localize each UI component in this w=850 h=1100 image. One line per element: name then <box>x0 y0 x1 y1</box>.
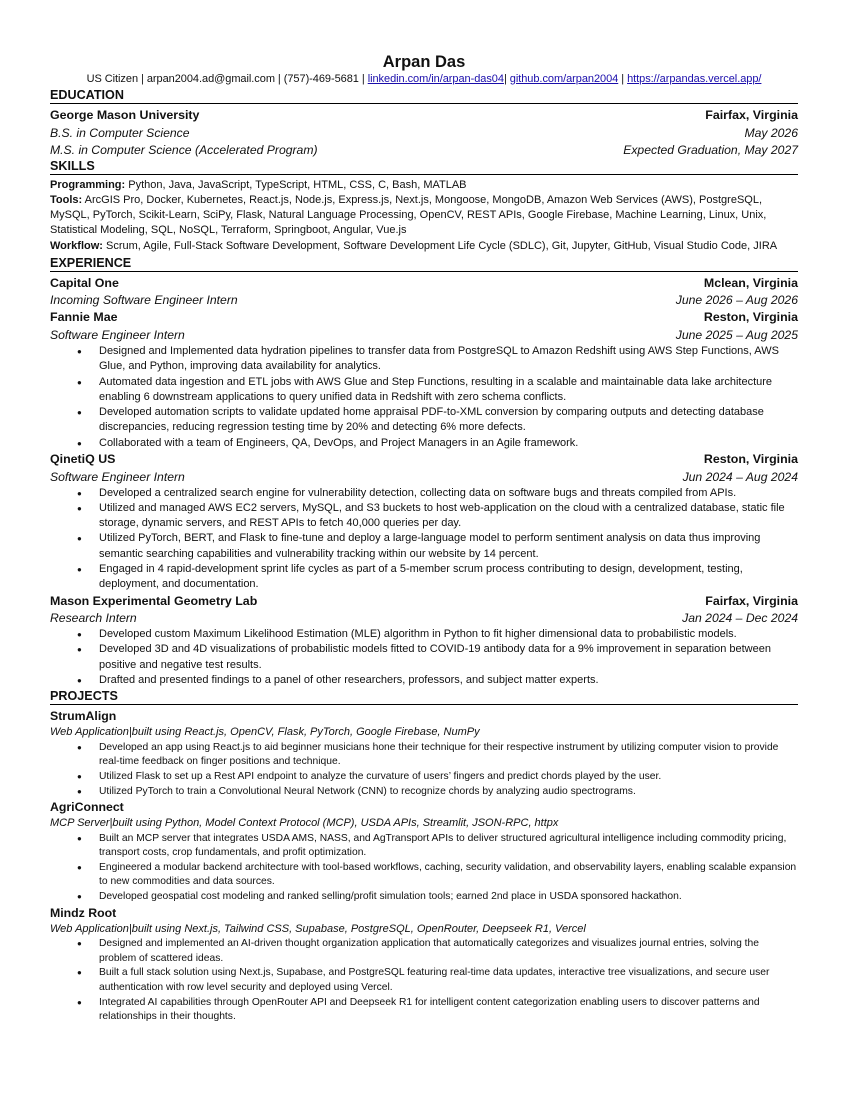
bullet-item: ● Utilized PyTorch, BERT, and Flask to fine-tune and deploy a large-language model to perform sentiment analysis on data thus improving semantic searching capabilities and vulnerability tracking within our website by 14 percent. <box>50 531 798 562</box>
degree-date: May 2026 <box>744 125 798 140</box>
project-subtitle: Web Application|built using Next.js, Tailwind CSS, Supabase, PostgreSQL, OpenRouter, Deepseek R1, Vercel <box>50 922 586 935</box>
contact-separator: | <box>503 73 510 85</box>
project-subtitle: MCP Server|built using Python, Model Context Protocol (MCP), USDA APIs, Streamlit, JSON-RPC, httpx <box>50 817 559 830</box>
job-location: Reston, Virginia <box>703 452 798 467</box>
job-date: Jan 2024 – Dec 2024 <box>682 611 798 626</box>
bullet-item: ● Engineered a modular backend architecture with tool-based workflows, caching, security validation, and observability layers, enabling scalable expansion to new commodities and data sources. <box>50 861 798 890</box>
job-company: QinetiQ US <box>50 452 116 467</box>
bullet-item: ● Utilized Flask to set up a Rest API endpoint to analyze the curvature of users’ fingers and predict chords played by the user. <box>50 770 798 785</box>
bullet-item: ● Integrated AI capabilities through OpenRouter API and Deepseek R1 for intelligent content categorization enabling users to discover patterns and relationships in their thoughts. <box>50 996 798 1025</box>
section-title-projects: PROJECTS <box>50 689 798 705</box>
project-bullets <box>50 741 798 799</box>
skills-programming <box>50 178 798 193</box>
bullet-item: ● Designed and implemented an AI-driven thought organization application that automatically categorizes and visualizes journal entries, solving the problem of scattered ideas. <box>50 937 798 966</box>
bullet-item: ● Drafted and presented findings to a panel of other researchers, professors, and subject matter experts. <box>50 673 798 688</box>
job-role-row <box>50 610 798 627</box>
skill-text: ArcGIS Pro, Docker, Kubernetes, React.js, Node.js, Express.js, Next.js, Mongoose, MongoDB, Amazon Web Services (AWS), PostgreSQL, MySQL, PyTorch, Scikit-Learn, SciPy, Flask, Natural Language Processing, OpenCV, REST APIs, Google Firebase, Machine Learning, Linux, Unix, Statistical Modeling, SQL, NoSQL, Terraform, Springboot, Angular, Vue.js <box>50 193 767 237</box>
job-company-row <box>50 275 798 293</box>
bullet-item: ● Designed and Implemented data hydration pipelines to transfer data from PostgreSQL to Amazon Redshift using AWS Step Functions, AWS Glue, and Python, improving data availability for analytics. <box>50 344 798 375</box>
bullet-item: ● Developed custom Maximum Likelihood Estimation (MLE) algorithm in Python to fit higher dimensional data to probabilistic models. <box>50 627 798 642</box>
job-date: Jun 2024 – Aug 2024 <box>682 469 798 484</box>
job-location: Reston, Virginia <box>703 310 798 325</box>
contact-line <box>50 72 798 87</box>
degree-name: M.S. in Computer Science (Accelerated Program) <box>50 142 318 157</box>
bullet-item: ● Automated data ingestion and ETL jobs with AWS Glue and Step Functions, resulting in a scalable and maintainable data lake architecture enabling 6 downstream applications to query unified data in Redshift with zero schema conflicts. <box>50 375 798 406</box>
skill-text: Python, Java, JavaScript, TypeScript, HTML, CSS, C, Bash, MATLAB <box>125 178 467 191</box>
bullet-item: ● Developed a centralized search engine for vulnerability detection, collecting data on software bugs and threats compiled from APIs. <box>50 486 798 501</box>
job-role-row <box>50 469 798 486</box>
contact-separator: | <box>618 73 628 85</box>
education-school-row <box>50 107 798 125</box>
job-bullets <box>50 486 798 593</box>
job-bullets <box>50 344 798 451</box>
skill-label: Workflow: <box>50 239 103 252</box>
school-name: George Mason University <box>50 108 200 122</box>
skill-label: Programming: <box>50 178 126 191</box>
job-company-row <box>50 593 798 611</box>
project-subtitle: Web Application|built using React.js, OpenCV, Flask, PyTorch, Google Firebase, NumPy <box>50 726 480 739</box>
job-bullets <box>50 627 798 688</box>
project-bullets <box>50 832 798 905</box>
github-link[interactable]: github.com/arpan2004 <box>509 73 619 85</box>
bullet-item: ● Utilized and managed AWS EC2 servers, MySQL, and S3 buckets to host web-application on the cloud with a centralized database, static file storage, dynamic servers, and REST APIs to fetch 40,000 queries per day. <box>50 501 798 532</box>
project-bullets <box>50 937 798 1025</box>
resume-name: Arpan Das <box>382 53 466 71</box>
job-role: Software Engineer Intern <box>50 469 185 484</box>
project-name: Mindz Root <box>50 905 117 920</box>
bullet-item: ● Collaborated with a team of Engineers, QA, DevOps, and Project Managers in an Agile framework. <box>50 436 798 451</box>
project-name: StrumAlign <box>50 709 117 724</box>
job-location: Fairfax, Virginia <box>705 593 798 608</box>
bullet-item: ● Developed automation scripts to validate updated home appraisal PDF-to-XML conversion by comparing outputs and detecting database discrepancies, reducing regression testing time by 20% and detecting 6% more defects. <box>50 405 798 436</box>
job-company: Capital One <box>50 275 119 290</box>
skill-label: Tools: <box>50 193 83 206</box>
website-link[interactable]: https://arpandas.vercel.app/ <box>627 73 762 85</box>
bullet-item: ● Engaged in 4 rapid-development sprint life cycles as part of a 5-member scrum process contributing to design, development, testing, deployment, and documentation. <box>50 562 798 593</box>
bullet-item: ● Built a full stack solution using Next.js, Supabase, and PostgreSQL featuring real-time data updates, interactive tree visualizations, and secure user authentication with row level security and deployed using Vercel. <box>50 966 798 995</box>
job-company: Mason Experimental Geometry Lab <box>50 593 258 608</box>
contact-info: US Citizen | arpan2004.ad@gmail.com | (757)-469-5681 | <box>86 73 368 85</box>
bullet-item: ● Developed geospatial cost modeling and ranked selling/profit simulation tools; earned 2nd place in USDA sponsored hackathon. <box>50 890 798 905</box>
skills-workflow <box>50 239 798 254</box>
skill-text: Scrum, Agile, Full-Stack Software Development, Software Development Life Cycle (SDLC), Git, Jupyter, GitHub, Visual Studio Code, JIRA <box>102 239 778 252</box>
section-title-skills: SKILLS <box>50 159 798 175</box>
job-date: June 2025 – Aug 2025 <box>675 327 798 342</box>
job-role-row <box>50 327 798 344</box>
job-date: June 2026 – Aug 2026 <box>675 293 798 308</box>
skills-tools <box>50 193 798 239</box>
degree-date: Expected Graduation, May 2027 <box>623 142 798 157</box>
job-role-row <box>50 292 798 309</box>
job-company-row <box>50 451 798 469</box>
degree-row <box>50 125 798 142</box>
job-role: Research Intern <box>50 611 137 626</box>
job-role: Software Engineer Intern <box>50 327 185 342</box>
job-location: Mclean, Virginia <box>703 275 798 290</box>
school-location: Fairfax, Virginia <box>705 108 798 122</box>
project-name: AgriConnect <box>50 800 124 815</box>
job-role: Incoming Software Engineer Intern <box>50 293 238 308</box>
job-company-row <box>50 309 798 327</box>
degree-row <box>50 142 798 159</box>
bullet-item: ● Utilized PyTorch to train a Convolutional Neural Network (CNN) to recognize chords by analyzing audio spectrograms. <box>50 785 798 800</box>
section-title-education: EDUCATION <box>50 88 798 104</box>
job-company: Fannie Mae <box>50 310 118 325</box>
bullet-item: ● Built an MCP server that integrates USDA AMS, NASS, and AgTransport APIs to deliver structured agricultural intelligence including commodity pricing, transport costs, crop fundamentals, and profit optimization. <box>50 832 798 861</box>
degree-name: B.S. in Computer Science <box>50 125 190 140</box>
bullet-item: ● Developed 3D and 4D visualizations of probabilistic models fitted to COVID-19 antibody data for a 9% improvement in separation between positive and negative test results. <box>50 642 798 673</box>
linkedin-link[interactable]: linkedin.com/in/arpan-das04 <box>367 73 504 85</box>
section-title-experience: EXPERIENCE <box>50 256 798 272</box>
bullet-item: ● Developed an app using React.js to aid beginner musicians hone their technique for their respective instrument by utilizing computer vision to provide real-time feedback on finger positions and technique. <box>50 741 798 770</box>
